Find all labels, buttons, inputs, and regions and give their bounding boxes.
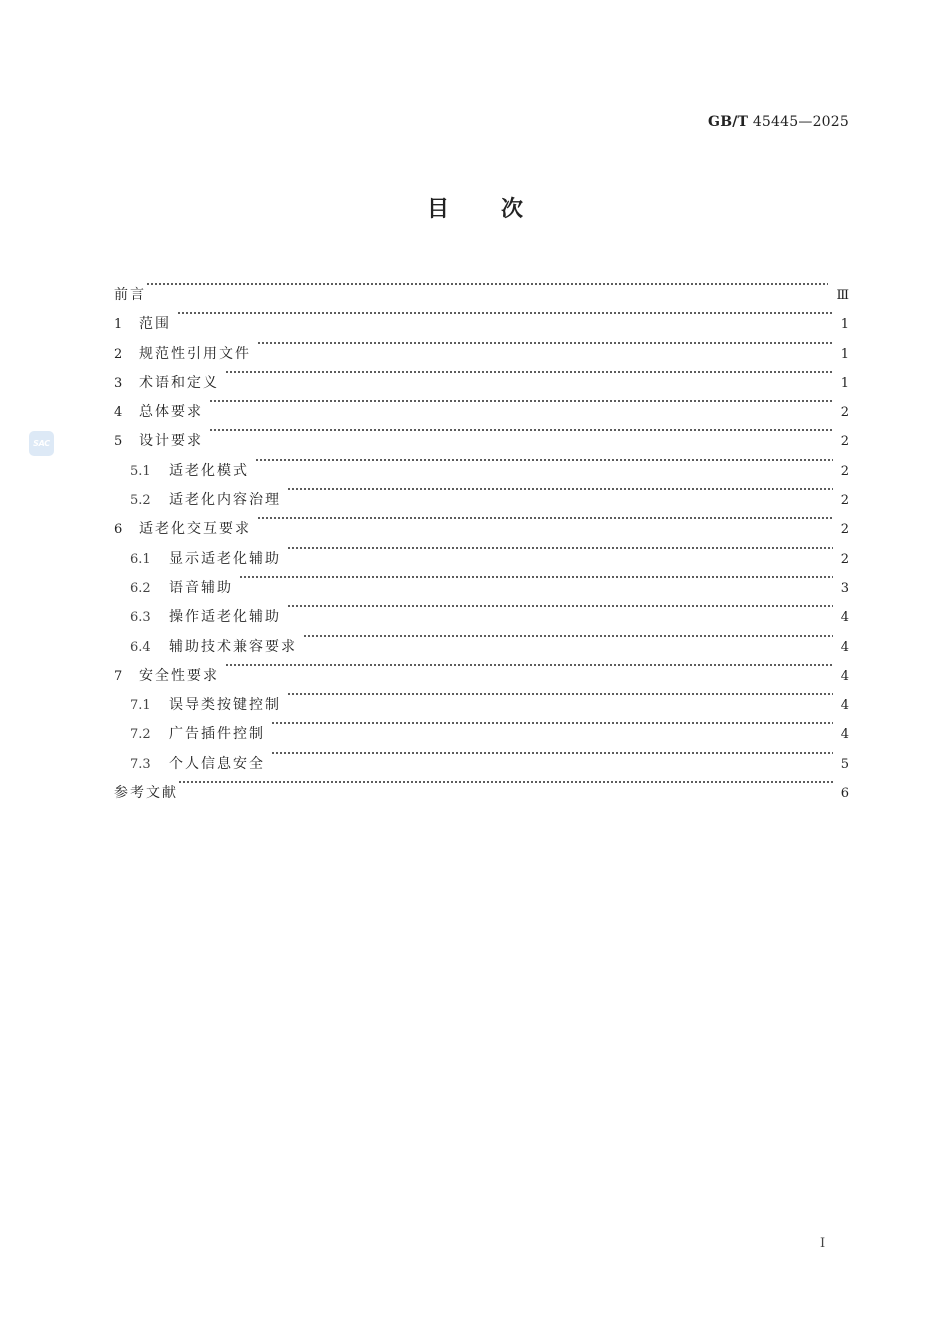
toc-entry-label: 总体要求: [139, 404, 203, 421]
toc-entry-label: 显示适老化辅助: [169, 550, 281, 567]
toc-entry[interactable]: [114, 299, 849, 333]
standard-prefix: GB/T: [708, 114, 749, 130]
toc-entry[interactable]: [114, 329, 849, 362]
toc-entry[interactable]: [114, 270, 849, 303]
watermark-text: SAC: [33, 439, 50, 448]
page-number: I: [820, 1236, 826, 1251]
toc-entry-page: 4: [840, 639, 849, 655]
toc-entry[interactable]: [114, 768, 849, 802]
toc-entry[interactable]: [114, 416, 849, 450]
toc-entry-label: 误导类按键控制: [169, 697, 281, 714]
toc-entry-label: 术语和定义: [139, 374, 219, 391]
toc-entry[interactable]: [114, 387, 849, 421]
toc-entry-label: 个人信息安全: [169, 755, 265, 772]
standard-number: 45445—2025: [752, 114, 849, 130]
table-of-contents: [114, 270, 849, 802]
dot-leader: [287, 534, 833, 563]
toc-entry-page: 2: [840, 522, 849, 538]
toc-entry-number: 6.4: [130, 639, 151, 655]
toc-entry-label: 适老化内容治理: [169, 492, 281, 509]
toc-entry-label: 操作适老化辅助: [169, 609, 281, 626]
toc-entry-number: 5: [114, 434, 123, 450]
toc-entry-page: 4: [840, 610, 849, 626]
toc-entry[interactable]: [114, 651, 849, 684]
toc-entry-page: 4: [840, 668, 849, 684]
toc-entry[interactable]: [114, 358, 849, 391]
dot-leader: [209, 387, 833, 416]
dot-leader: [271, 709, 833, 738]
sac-logo-watermark: [29, 431, 54, 456]
toc-entry-number: 1: [114, 317, 123, 333]
dot-leader: [255, 446, 833, 475]
toc-entry-number: 2: [114, 346, 123, 362]
toc-entry-number: 7.3: [130, 756, 151, 772]
toc-entry-page: 2: [840, 463, 849, 479]
toc-entry-label: 语音辅助: [169, 579, 233, 596]
toc-entry-page: 2: [840, 551, 849, 567]
toc-entry-label: 辅助技术兼容要求: [169, 638, 297, 655]
dot-leader: [287, 680, 833, 709]
toc-entry-label: 适老化模式: [169, 462, 249, 479]
toc-entry-page: 4: [840, 698, 849, 714]
dot-leader: [239, 563, 833, 592]
toc-entry-label: 范围: [139, 316, 171, 333]
toc-entry-page: 4: [840, 727, 849, 743]
toc-entry-number: 4: [114, 405, 123, 421]
toc-entry-label: 安全性要求: [139, 667, 219, 684]
toc-entry-label: 参考文献: [114, 785, 178, 802]
toc-entry-number: 7: [114, 668, 123, 684]
dot-leader: [177, 299, 833, 328]
dot-leader: [303, 622, 833, 651]
toc-entry-page: 2: [840, 434, 849, 450]
toc-entry-number: 6.3: [130, 610, 151, 626]
toc-entry-number: 7.2: [130, 727, 151, 743]
dot-leader: [257, 504, 833, 533]
toc-entry-label: 规范性引用文件: [139, 345, 251, 362]
toc-entry-label: 设计要求: [139, 433, 203, 450]
toc-entry[interactable]: [114, 680, 849, 714]
dot-leader: [257, 329, 833, 358]
toc-entry-page: 5: [840, 756, 849, 772]
toc-entry-number: 6: [114, 522, 123, 538]
toc-entry-number: 5.2: [130, 493, 151, 509]
toc-entry-number: 5.1: [130, 463, 151, 479]
dot-leader: [225, 358, 833, 387]
toc-entry-page: 2: [840, 493, 849, 509]
toc-entry-page: 1: [840, 346, 849, 362]
dot-leader: [225, 651, 833, 680]
toc-entry-label: 适老化交互要求: [139, 521, 251, 538]
toc-entry-number: 7.1: [130, 698, 151, 714]
toc-entry-label: 广告插件控制: [169, 726, 265, 743]
toc-entry-number: 6.2: [130, 580, 151, 596]
toc-entry-number: 3: [114, 375, 123, 391]
dot-leader: [287, 592, 833, 621]
toc-entry-page: 6: [840, 786, 849, 802]
toc-entry-page: Ⅲ: [836, 288, 849, 303]
dot-leader: [209, 416, 833, 445]
dot-leader: [271, 739, 833, 768]
dot-leader: [287, 475, 833, 504]
toc-entry-label: 前言: [114, 287, 146, 303]
toc-entry-page: 2: [840, 405, 849, 421]
toc-entry-number: 6.1: [130, 551, 151, 567]
toc-entry-page: 3: [840, 580, 849, 596]
standard-code: [708, 114, 849, 130]
page-title: 目次: [426, 196, 575, 222]
toc-entry-page: 1: [840, 317, 849, 333]
dot-leader: [146, 270, 828, 299]
toc-entry[interactable]: [114, 446, 849, 479]
toc-entry-page: 1: [840, 375, 849, 391]
dot-leader: [178, 768, 833, 797]
